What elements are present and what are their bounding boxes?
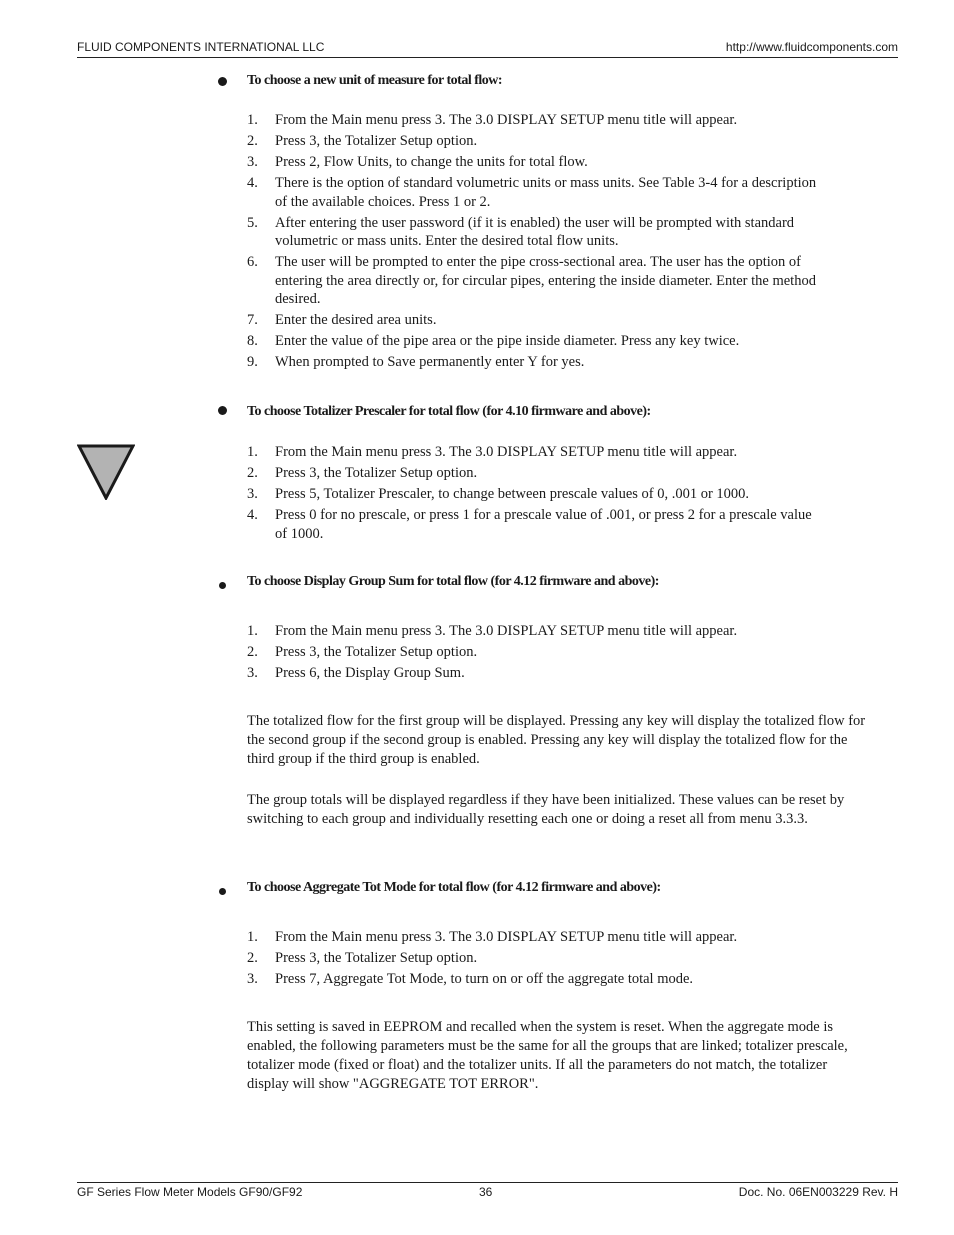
- footer-model: GF Series Flow Meter Models GF90/GF92: [77, 1185, 303, 1199]
- paragraph-aggregate-mode-note: This setting is saved in EEPROM and recalled when the system is reset. When the aggregate mode is enabled, the following parameters must be the same for all the groups that are linked; totalizer prescale, totalizer mode (fixed or float) and the totalizer units. If all the parameters do not match, the totalizer display will show "AGGREGATE TOT ERROR".: [247, 1019, 848, 1092]
- list-item: 2. Press 3, the Totalizer Setup option.: [247, 465, 478, 481]
- list-item: 1. From the Main menu press 3. The 3.0 DISPLAY SETUP menu title will appear.: [247, 929, 738, 945]
- list-item: 4. Press 0 for no prescale, or press 1 for a prescale value of .001, or press 2 for a prescale value of 1000.: [247, 507, 812, 542]
- section-heading-aggregate-tot-mode: To choose Aggregate Tot Mode for total flow (for 4.12 firmware and above):: [247, 880, 661, 895]
- caution-triangle-icon: [77, 444, 135, 500]
- page-footer: [77, 1182, 898, 1201]
- list-item: 1. From the Main menu press 3. The 3.0 DISPLAY SETUP menu title will appear.: [247, 623, 738, 639]
- list-item: 3. Press 5, Totalizer Prescaler, to change between prescale values of 0, .001 or 1000.: [247, 486, 750, 502]
- bullet-icon: [218, 406, 227, 415]
- paragraph-group-totals-reset: The group totals will be displayed regardless if they have been initialized. These values can be reset by switching to each group and individually resetting each one or doing a reset all from menu 3.3.3.: [247, 792, 845, 827]
- list-item: 5. After entering the user password (if it is enabled) the user will be prompted with standard volumetric or mass units. Enter the desired total flow units.: [247, 214, 795, 249]
- section-heading-totalizer-prescaler: To choose Totalizer Prescaler for total flow (for 4.10 firmware and above):: [247, 404, 651, 419]
- bullet-icon: [219, 582, 226, 589]
- list-item: 2. Press 3, the Totalizer Setup option.: [247, 950, 478, 966]
- section-heading-display-group-sum: To choose Display Group Sum for total flow (for 4.12 firmware and above):: [247, 574, 659, 589]
- paragraph-group-totals-display: The totalized flow for the first group will be displayed. Pressing any key will display the totalized flow for the second group if the second group is enabled. Pressing any key will display the totalized flow for the third group if the third group is enabled.: [247, 713, 866, 767]
- list-item: 3. Press 2, Flow Units, to change the units for total flow.: [247, 154, 588, 170]
- page-header: [77, 40, 898, 58]
- list-item: 3. Press 7, Aggregate Tot Mode, to turn on or off the aggregate total mode.: [247, 971, 694, 987]
- steps-list-unit-of-measure: [247, 111, 827, 374]
- footer-doc-number: Doc. No. 06EN003229 Rev. H: [738, 1185, 898, 1199]
- list-item: 4. There is the option of standard volumetric units or mass units. See Table 3-4 for a description of the available choices. Press 1 or 2.: [247, 175, 817, 210]
- list-item: 2. Press 3, the Totalizer Setup option.: [247, 133, 478, 149]
- bullet-icon: [219, 888, 226, 895]
- header-url[interactable]: http://www.fluidcomponents.com: [725, 40, 898, 54]
- steps-list-totalizer-prescaler: [247, 443, 827, 546]
- section-heading-unit-of-measure: To choose a new unit of measure for total flow:: [247, 73, 503, 88]
- list-item: 2. Press 3, the Totalizer Setup option.: [247, 644, 478, 660]
- list-item: 7. Enter the desired area units.: [247, 312, 437, 328]
- steps-list-display-group-sum: [247, 622, 827, 685]
- list-item: 9. When prompted to Save permanently enter Y for yes.: [247, 354, 585, 370]
- list-item: 1. From the Main menu press 3. The 3.0 DISPLAY SETUP menu title will appear.: [247, 112, 738, 128]
- list-item: 3. Press 6, the Display Group Sum.: [247, 665, 465, 681]
- list-item: 1. From the Main menu press 3. The 3.0 DISPLAY SETUP menu title will appear.: [247, 444, 738, 460]
- header-company: FLUID COMPONENTS INTERNATIONAL LLC: [77, 40, 325, 54]
- steps-list-aggregate-tot-mode: [247, 928, 827, 991]
- list-item: 6. The user will be prompted to enter the pipe cross-sectional area. The user has the option of entering the area directly or, for circular pipes, entering the inside diameter. Enter the method desired.: [247, 254, 816, 307]
- bullet-icon: [218, 77, 227, 86]
- footer-page-number: 36: [479, 1185, 493, 1199]
- list-item: 8. Enter the value of the pipe area or the pipe inside diameter. Press any key twice.: [247, 333, 740, 349]
